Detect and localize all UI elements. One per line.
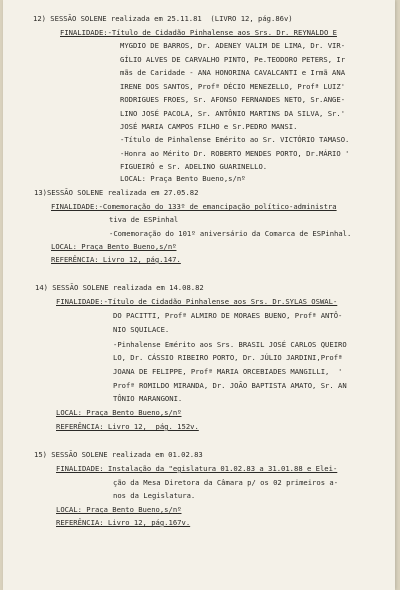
entry-text-line: LO, Dr. CÁSSIO RIBEIRO PORTO, Dr. JÚLIO JARDINI,Profª: [113, 353, 343, 362]
local-line: LOCAL: Praça Bento Bueno,s/nº: [56, 505, 182, 514]
entry-text-line: JOSÉ MARIA CAMPOS FILHO e Sr.PEDRO MANSI.: [120, 122, 298, 131]
entry-text-line: JOANA DE FELIPPE, Profª MARIA ORCEBIADES MANGILLI, ': [113, 367, 343, 376]
local-line: LOCAL: Praça Bento Bueno,s/nº: [51, 242, 177, 251]
reference-line: REFERÊNCIA: Livro 12, pág.147.: [51, 255, 181, 264]
entry-text-line: ção da Mesa Diretora da Câmara p/ os 02 primeiros a-: [113, 478, 339, 487]
entry-text-line: IRENE DOS SANTOS, Profª DÉCIO MENEZELLO, Profª LUIZ': [120, 82, 346, 91]
document-page: [3, 0, 395, 590]
entry-text-line: FIGUEIRÓ e Sr. ADELINO GUARINELLO.: [120, 162, 268, 171]
entry-heading: 13)SESSÃO SOLENE realizada em 27.05.82: [34, 188, 199, 197]
entry-text-line: -Título de Pinhalense Emérito ao Sr. VICTÓRIO TAMASO.: [120, 135, 350, 144]
entry-heading: 12) SESSÃO SOLENE realizada em 25.11.81 (LIVRO 12, pág.86v): [33, 14, 293, 23]
entry-heading: 15) SESSÃO SOLENE realizada em 01.02.83: [34, 450, 203, 459]
entry-text-line: DO PACITTI, Profª ALMIRO DE MORAES BUENO, Profª ANTÔ-: [113, 311, 343, 320]
finalidade-line: FINALIDADE: Instalação da "egislatura 01.02.83 a 31.01.88 e Elei-: [56, 464, 338, 473]
entry-text-line: Profª ROMILDO MIRANDA, Dr. JOÃO BAPTISTA AMATO, Sr. AN: [113, 381, 347, 390]
entry-heading: 14) SESSÃO SOLENE realizada em 14.08.82: [35, 283, 204, 292]
entry-text-line: MYGDIO DE BARROS, Dr. ADENEY VALIM DE LIMA, Dr. VIR-: [120, 41, 346, 50]
entry-text-line: TÔNIO MARANGONI.: [113, 394, 183, 403]
entry-text-line: RODRIGUES FROES, Sr. AFONSO FERNANDES NETO, Sr.ANGE-: [120, 95, 346, 104]
entry-text-line: mãs de Caridade - ANA HONORINA CAVALCANTI e Irmã ANA: [120, 68, 346, 77]
finalidade-line: FINALIDADE:-Título de Cidadão Pinhalense aos Srs. Dr.SYLAS OSWAL-: [56, 297, 338, 306]
finalidade-line: FINALIDADE:-Título de Cidadão Pinhalense aos Srs. Dr. REYNALDO E: [60, 28, 337, 37]
entry-text-line: tiva de ESPinhal: [109, 215, 179, 224]
local-line: LOCAL: Praça Bento Bueno,s/nº: [120, 174, 246, 183]
entry-text-line: NIO SQUILACE.: [113, 325, 170, 334]
finalidade-line: FINALIDADE:-Comemoração do 133º de emancipação político-administra: [51, 202, 337, 211]
reference-line: REFERÊNCIA: Livro 12, pág.167v.: [56, 518, 191, 527]
entry-text-line: GÍLIO ALVES DE CARVALHO PINTO, Pe.TEODORO PETERS, Ir: [120, 55, 346, 64]
entry-text-line: LINO JOSÉ PACOLA, Sr. ANTÔNIO MARTINS DA SILVA, Sr.': [120, 109, 346, 118]
entry-text-line: -Pinhalense Emérito aos Srs. BRASIL JOSÉ CARLOS QUEIRO: [113, 340, 347, 349]
entry-text-line: -Honra ao Mérito Dr. ROBERTO MENDES PORTO, Dr.MÁRIO ': [120, 149, 350, 158]
reference-line: REFERÊNCIA: Livro 12, pág. 152v.: [56, 422, 199, 431]
entry-text-line: nos da Legislatura.: [113, 491, 196, 500]
local-line: LOCAL: Praça Bento Bueno,s/nº: [56, 408, 182, 417]
entry-text-line: -Comemoração do 101º aniversário da Comarca de ESPinhal.: [109, 229, 352, 238]
